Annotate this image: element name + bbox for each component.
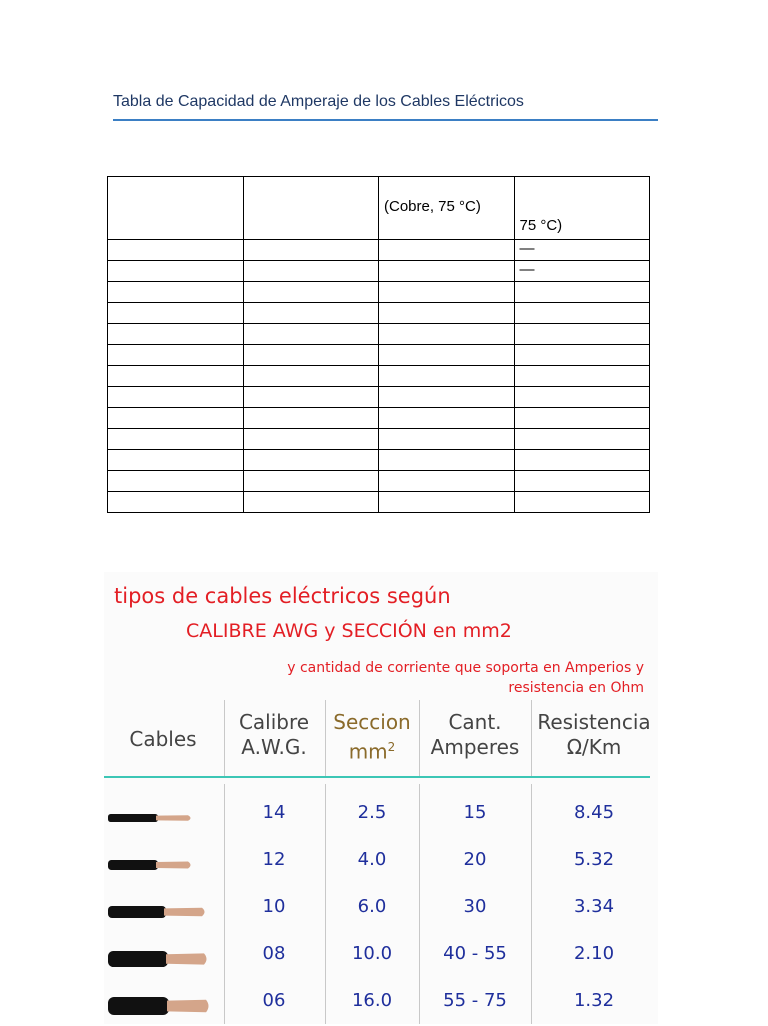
cable-copper-strands bbox=[164, 908, 205, 916]
table-cell bbox=[514, 366, 650, 387]
table-cell bbox=[379, 324, 515, 345]
chart-subtitle: CALIBRE AWG y SECCIÓN en mm2 bbox=[186, 620, 512, 642]
table-cell bbox=[108, 471, 244, 492]
table-cell bbox=[379, 471, 515, 492]
resistencia-value: 5.32 bbox=[573, 849, 615, 870]
table-row bbox=[108, 387, 650, 408]
calibre-value: 12 bbox=[262, 849, 286, 870]
header-seccion-line: Seccion bbox=[333, 710, 411, 734]
header-divider-line bbox=[104, 776, 650, 778]
cable-copper-strands bbox=[166, 953, 207, 964]
table-cell bbox=[514, 387, 650, 408]
table-cell bbox=[108, 303, 244, 324]
cable-icon bbox=[108, 947, 210, 971]
table-cell bbox=[243, 387, 379, 408]
document-title: Tabla de Capacidad de Amperaje de los Cables Eléctricos bbox=[113, 93, 658, 121]
table-cell: — bbox=[514, 240, 650, 261]
seccion-value: 2.5 bbox=[357, 802, 387, 823]
table-cell bbox=[243, 366, 379, 387]
table-cell bbox=[379, 261, 515, 282]
column-divider bbox=[419, 700, 420, 776]
table-cell bbox=[379, 387, 515, 408]
column-divider bbox=[224, 700, 225, 776]
amperage-table bbox=[107, 176, 650, 513]
table-cell bbox=[243, 492, 379, 513]
table-cell: — bbox=[514, 261, 650, 282]
table-cell bbox=[108, 450, 244, 471]
cable-copper-strands bbox=[167, 1000, 209, 1013]
amperes-value: 15 bbox=[463, 802, 487, 823]
table-cell bbox=[379, 492, 515, 513]
table-cell bbox=[243, 240, 379, 261]
resistencia-value: 3.34 bbox=[573, 896, 615, 917]
cable-icon bbox=[108, 810, 194, 826]
table-cell bbox=[379, 240, 515, 261]
chart-description-line: y cantidad de corriente que soporta en Amperios y bbox=[287, 660, 644, 676]
table-row bbox=[108, 471, 650, 492]
header-resistencia bbox=[532, 710, 656, 760]
seccion-value: 4.0 bbox=[357, 849, 387, 870]
table-cell bbox=[243, 408, 379, 429]
cable-insulation bbox=[108, 814, 158, 822]
cable-icon bbox=[108, 902, 208, 922]
cable-icon bbox=[108, 993, 212, 1019]
amperes-value: 20 bbox=[463, 849, 487, 870]
header-amperes bbox=[420, 710, 530, 760]
calibre-value: 14 bbox=[262, 802, 286, 823]
table-cell bbox=[108, 429, 244, 450]
table-cell bbox=[379, 429, 515, 450]
table-cell bbox=[514, 492, 650, 513]
resistencia-value: 2.10 bbox=[573, 943, 615, 964]
table-cell bbox=[243, 450, 379, 471]
table-row bbox=[108, 408, 650, 429]
chart-description-line: resistencia en Ohm bbox=[508, 680, 644, 696]
table-cell bbox=[243, 429, 379, 450]
amperes-value: 30 bbox=[463, 896, 487, 917]
seccion-value: 10.0 bbox=[351, 943, 393, 964]
header-amperes-line: Amperes bbox=[430, 735, 520, 759]
table-row bbox=[104, 792, 658, 838]
table-cell bbox=[243, 324, 379, 345]
table-cell bbox=[243, 471, 379, 492]
header-cell bbox=[514, 177, 650, 240]
amperes-value: 55 - 75 bbox=[443, 990, 507, 1011]
table-row bbox=[108, 282, 650, 303]
seccion-value: 6.0 bbox=[357, 896, 387, 917]
column-divider bbox=[531, 700, 532, 776]
table-cell bbox=[514, 429, 650, 450]
header-amperes-line: Cant. bbox=[448, 710, 502, 734]
header-cobre-label: (Cobre, 75 °C) bbox=[384, 198, 481, 215]
header-cell bbox=[243, 177, 379, 240]
table-cell bbox=[243, 282, 379, 303]
header-resistencia-line: Ω/Km bbox=[566, 735, 622, 759]
table-cell bbox=[514, 450, 650, 471]
cable-insulation bbox=[108, 906, 166, 918]
table-row bbox=[108, 492, 650, 513]
table-cell bbox=[243, 303, 379, 324]
cable-chart bbox=[104, 572, 658, 1024]
header-cell bbox=[108, 177, 244, 240]
table-cell bbox=[243, 345, 379, 366]
resistencia-value: 1.32 bbox=[573, 990, 615, 1011]
table-cell bbox=[514, 471, 650, 492]
table-cell bbox=[108, 492, 244, 513]
table-cell bbox=[243, 261, 379, 282]
table-row bbox=[108, 366, 650, 387]
table-row bbox=[108, 240, 650, 261]
table-cell bbox=[514, 282, 650, 303]
table-cell bbox=[514, 345, 650, 366]
table-cell bbox=[379, 408, 515, 429]
table-row bbox=[108, 450, 650, 471]
header-seccion bbox=[326, 710, 418, 765]
table-cell bbox=[514, 324, 650, 345]
table-cell bbox=[108, 261, 244, 282]
header-resistencia-line: Resistencia bbox=[537, 710, 651, 734]
table-cell bbox=[514, 303, 650, 324]
cable-icon bbox=[108, 856, 194, 874]
chart-description bbox=[287, 658, 644, 698]
table-cell bbox=[379, 345, 515, 366]
seccion-value: 16.0 bbox=[351, 990, 393, 1011]
table-row bbox=[108, 303, 650, 324]
header-seccion-line bbox=[326, 735, 418, 765]
header-cell bbox=[379, 177, 515, 240]
header-calibre-line: Calibre bbox=[238, 710, 310, 734]
table-row bbox=[104, 933, 658, 979]
resistencia-value: 8.45 bbox=[573, 802, 615, 823]
table-cell bbox=[514, 408, 650, 429]
header-seccion-unit: mm bbox=[348, 739, 388, 764]
calibre-value: 08 bbox=[262, 943, 286, 964]
chart-title: tipos de cables eléctricos según bbox=[114, 584, 451, 608]
table-cell bbox=[108, 387, 244, 408]
table-cell bbox=[108, 408, 244, 429]
table-cell bbox=[108, 324, 244, 345]
table-row bbox=[108, 429, 650, 450]
header-cables: Cables bbox=[129, 727, 197, 751]
table-row bbox=[104, 886, 658, 932]
header-calibre-line: A.W.G. bbox=[241, 735, 307, 759]
cable-insulation bbox=[108, 997, 169, 1015]
table-cell bbox=[108, 240, 244, 261]
table-cell bbox=[108, 345, 244, 366]
calibre-value: 06 bbox=[262, 990, 286, 1011]
table-row bbox=[108, 324, 650, 345]
table-cell bbox=[108, 282, 244, 303]
cable-insulation bbox=[108, 951, 168, 967]
cable-insulation bbox=[108, 860, 158, 870]
header-calibre bbox=[224, 710, 324, 760]
table-header-row bbox=[108, 177, 650, 240]
table-row bbox=[104, 839, 658, 885]
table-cell bbox=[379, 450, 515, 471]
table-row bbox=[104, 980, 658, 1026]
cable-copper-strands bbox=[156, 862, 191, 869]
amperes-value: 40 - 55 bbox=[443, 943, 507, 964]
table-cell bbox=[379, 303, 515, 324]
column-divider bbox=[325, 700, 326, 776]
table-cell bbox=[379, 366, 515, 387]
table-cell bbox=[108, 366, 244, 387]
header-temp-label: 75 °C) bbox=[519, 217, 563, 234]
cable-copper-strands bbox=[156, 815, 191, 821]
table-cell bbox=[379, 282, 515, 303]
header-seccion-superscript: 2 bbox=[387, 740, 396, 754]
table-row bbox=[108, 345, 650, 366]
table-row bbox=[108, 261, 650, 282]
calibre-value: 10 bbox=[262, 896, 286, 917]
